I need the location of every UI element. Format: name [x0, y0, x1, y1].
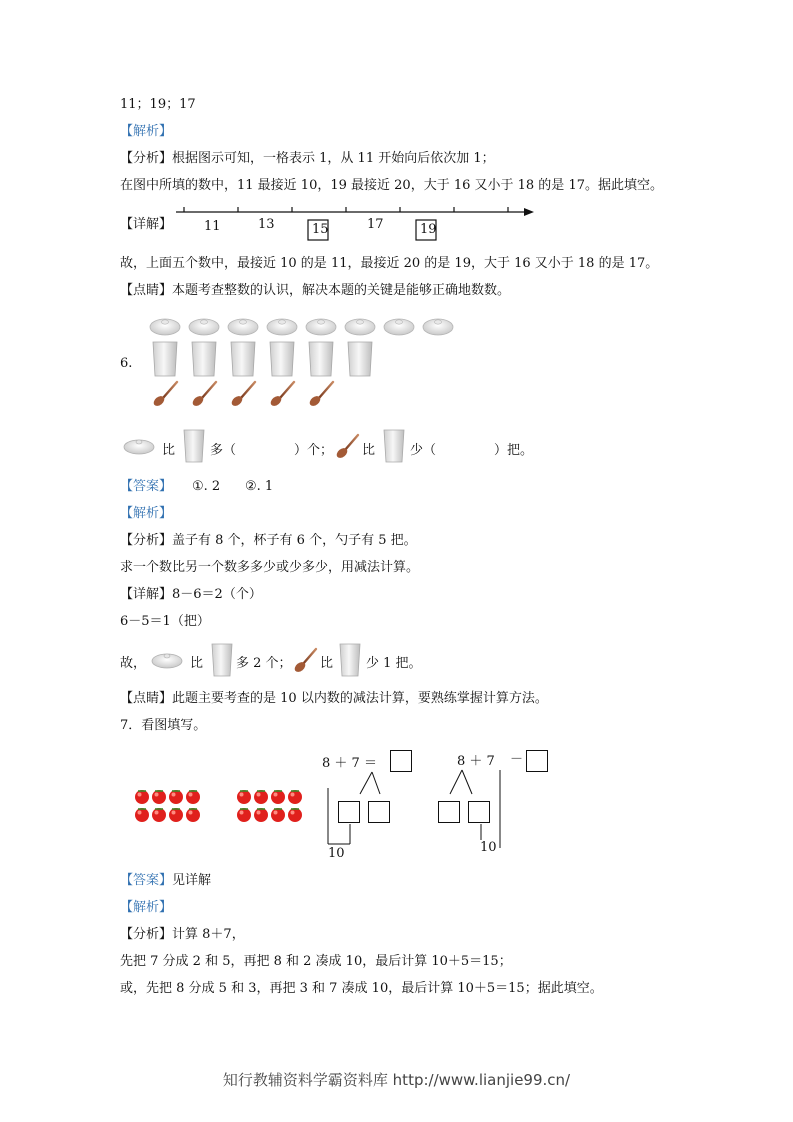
- apple-icon: [135, 790, 149, 804]
- q6-shao: 少（: [410, 443, 437, 458]
- apple-icon: [254, 808, 268, 822]
- q6-calc-2: 6－5＝1（把）: [120, 614, 210, 629]
- q7-answer: [120, 872, 211, 890]
- lid-icon: [423, 319, 453, 335]
- apple-icon: [169, 790, 183, 804]
- apple-icon: [186, 808, 200, 822]
- apple-icon: [152, 808, 166, 822]
- answer-tag: 【答案】: [120, 479, 173, 494]
- fenxi-tag: 【分析】: [120, 151, 173, 166]
- cup-icon: [231, 342, 255, 376]
- cup-icon: [348, 342, 372, 376]
- fenxi-text: 盖子有 8 个，杯子有 6 个，勺子有 5 把。: [172, 533, 417, 548]
- q5-analysis-tag: 【解析】: [120, 124, 173, 139]
- lid-row: [150, 319, 453, 335]
- fenxi-text: 计算 8＋7，: [172, 927, 245, 942]
- q6-picture: [145, 312, 465, 412]
- cup-icon: [309, 342, 333, 376]
- cup-icon: [182, 428, 206, 464]
- q7-fenxi-1: [120, 926, 245, 944]
- eq1-text: 8 ＋ 7 ＝: [322, 756, 377, 771]
- q7-fenxi-2: 先把 7 分成 2 和 5，再把 8 和 2 凑成 10，最后计算 10＋5＝15；: [120, 954, 512, 969]
- apple-icon: [237, 808, 251, 822]
- q6-dianjing: [120, 690, 548, 708]
- lid-icon: [384, 319, 414, 335]
- q6-bi-1: 比: [162, 443, 176, 458]
- q5-dianjing: [120, 282, 510, 300]
- q6-bi-2: 比: [362, 443, 376, 458]
- spoon-row: [152, 382, 333, 408]
- q6-ba: ）把。: [494, 443, 534, 458]
- number-line: [170, 200, 550, 250]
- spoon-icon: [334, 432, 362, 460]
- numberline-label-13: 13: [258, 217, 275, 232]
- spoon-icon: [292, 646, 320, 674]
- numberline-label-15: 15: [312, 222, 329, 237]
- apple-icon: [135, 808, 149, 822]
- cup-icon: [192, 342, 216, 376]
- dianjing-text: 本题考查整数的认识，解决本题的关键是能够正确地数数。: [172, 283, 511, 298]
- answer-text: 见详解: [172, 873, 212, 888]
- lid-icon: [150, 650, 184, 670]
- q6-question: [122, 428, 682, 464]
- apple-groups: [130, 780, 320, 830]
- numberline-label-11: 11: [204, 219, 221, 234]
- spoon-icon: [230, 382, 255, 408]
- apple-icon: [271, 808, 285, 822]
- q6-fenxi-2: 求一个数比另一个数多多少或少多少，用减法计算。: [120, 560, 420, 575]
- q7-analysis-tag: 【解析】: [120, 900, 173, 915]
- q6-number: 6.: [120, 356, 133, 371]
- apple-icon: [271, 790, 285, 804]
- answer-tag: 【答案】: [120, 873, 173, 888]
- apple-icons: [135, 790, 302, 822]
- eq2-text: 8 ＋ 7: [457, 754, 495, 769]
- q6-duo: 多（: [210, 443, 237, 458]
- lid-icon: [122, 436, 156, 456]
- calc-text: 8－6＝2（个）: [172, 587, 262, 602]
- cup-icon: [270, 342, 294, 376]
- q6-calc-1: [120, 586, 262, 604]
- eq2-split-box-left[interactable]: [438, 801, 460, 823]
- conclusion-bi-2: 比: [320, 656, 334, 671]
- cup-icon: [153, 342, 177, 376]
- eq2-operator: －: [510, 752, 524, 767]
- eq1-ten-label: 10: [328, 846, 345, 861]
- conclusion-bi-1: 比: [190, 656, 204, 671]
- eq2-ten-label: 10: [480, 840, 497, 855]
- numberline-label-19: 19: [420, 222, 437, 237]
- cup-row: [153, 342, 372, 376]
- lid-icon: [267, 319, 297, 335]
- number-line-ticks: [184, 207, 508, 212]
- eq1-split-box-right[interactable]: [368, 801, 390, 823]
- q5-fenxi-1: [120, 150, 495, 168]
- conclusion-shao: 少 1 把。: [366, 656, 422, 671]
- q6-fenxi-1: [120, 532, 417, 550]
- spoon-icon: [308, 382, 333, 408]
- apple-icon: [288, 790, 302, 804]
- q5-conclusion: 故，上面五个数中，最接近 10 的是 11，最接近 20 的是 19，大于 16 又小于 18 的是 17。: [120, 256, 659, 271]
- cup-icon: [210, 642, 234, 678]
- q7-fenxi-3: 或，先把 8 分成 5 和 3，再把 3 和 7 凑成 10，最后计算 10＋5＝15；据此填空。: [120, 981, 603, 996]
- lid-icon: [345, 319, 375, 335]
- apple-icon: [288, 808, 302, 822]
- dianjing-tag: 【点睛】: [120, 283, 173, 298]
- apple-icon: [152, 790, 166, 804]
- numberline-label-17: 17: [367, 217, 384, 232]
- q5-answer: 11；19；17: [120, 97, 196, 112]
- conclusion-duo: 多 2 个；: [236, 656, 292, 671]
- lid-icon: [228, 319, 258, 335]
- spoon-icon: [269, 382, 294, 408]
- eq1-split-box-left[interactable]: [338, 801, 360, 823]
- equation-diagram-2: [432, 748, 562, 868]
- cup-icon: [382, 428, 406, 464]
- spoon-icon: [191, 382, 216, 408]
- apple-icon: [186, 790, 200, 804]
- q6-answer: [120, 478, 273, 496]
- q6-analysis-tag: 【解析】: [120, 506, 173, 521]
- q6-ge: ）个；: [294, 443, 334, 458]
- eq2-split-box-right[interactable]: [468, 801, 490, 823]
- q5-fenxi-2: 在图中所填的数中，11 最接近 10，19 最接近 20，大于 16 又小于 18 的是 17。据此填空。: [120, 178, 663, 193]
- lid-icon: [189, 319, 219, 335]
- dianjing-tag: 【点睛】: [120, 691, 173, 706]
- q5-xiangjie-tag: 【详解】: [120, 217, 173, 232]
- page-footer: 知行教辅资料学霸资料库 http://www.lianjie99.cn/: [222, 1071, 571, 1089]
- equation-diagram-1: [322, 748, 422, 868]
- q6-conclusion: [120, 640, 680, 680]
- fenxi-tag: 【分析】: [120, 927, 173, 942]
- lid-icon: [150, 319, 180, 335]
- xiangjie-tag: 【详解】: [120, 587, 173, 602]
- dianjing-text: 此题主要考查的是 10 以内数的减法计算，要熟练掌握计算方法。: [172, 691, 548, 706]
- spoon-icon: [152, 382, 177, 408]
- q7-title: 7．看图填写。: [120, 718, 207, 733]
- cup-icon: [338, 642, 362, 678]
- number-line-arrow: [524, 208, 534, 216]
- fenxi-text: 根据图示可知，一格表示 1，从 11 开始向后依次加 1；: [172, 151, 495, 166]
- fenxi-tag: 【分析】: [120, 533, 173, 548]
- apple-icon: [237, 790, 251, 804]
- answer-text: ①. 2 ②. 1: [192, 479, 274, 494]
- conclusion-gu: 故，: [120, 656, 147, 671]
- apple-icon: [254, 790, 268, 804]
- lid-icon: [306, 319, 336, 335]
- apple-icon: [169, 808, 183, 822]
